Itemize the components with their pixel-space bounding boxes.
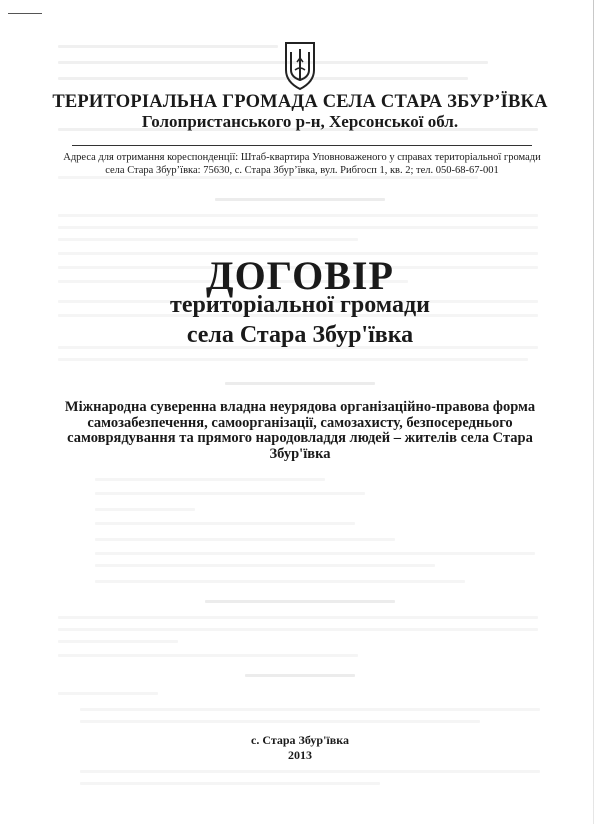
document-place: с. Стара Збур'ївка (251, 733, 349, 747)
document-title: ДОГОВІР (206, 253, 394, 298)
address-line-2: села Стара Збур’ївка: 75630, с. Стара Збур’ївка, вул. Рибгосп 1, кв. 2; тел. 050-68-67-001 (105, 165, 499, 176)
document-year: 2013 (288, 748, 312, 762)
organization-name: ТЕРИТОРІАЛЬНА ГРОМАДА СЕЛА СТАРА ЗБУР’ЇВКА (52, 92, 548, 112)
organization-region: Голопристанського р-н, Херсонської обл. (141, 112, 459, 131)
document-subtitle-line-2: села Стара Збур'ївка (186, 322, 414, 348)
document-description: Міжнародна суверенна владна неурядова організаційно-правова форма самозабезпечення, самоорганізації, самозахисту, безпосереднього самоврядування та прямого народовладдя людей – жителів села Стара Збур'ївка (64, 399, 536, 462)
trident-emblem-icon (283, 40, 317, 92)
address-line-1: Адреса для отримання кореспонденції: Штаб-квартира Уповноваженого у справах територіальної громади (63, 152, 541, 163)
page-edge-mark (8, 13, 42, 14)
document-subtitle-line-1: територіальної громади (170, 292, 430, 318)
header-divider (72, 145, 532, 146)
correspondence-address (62, 151, 542, 177)
